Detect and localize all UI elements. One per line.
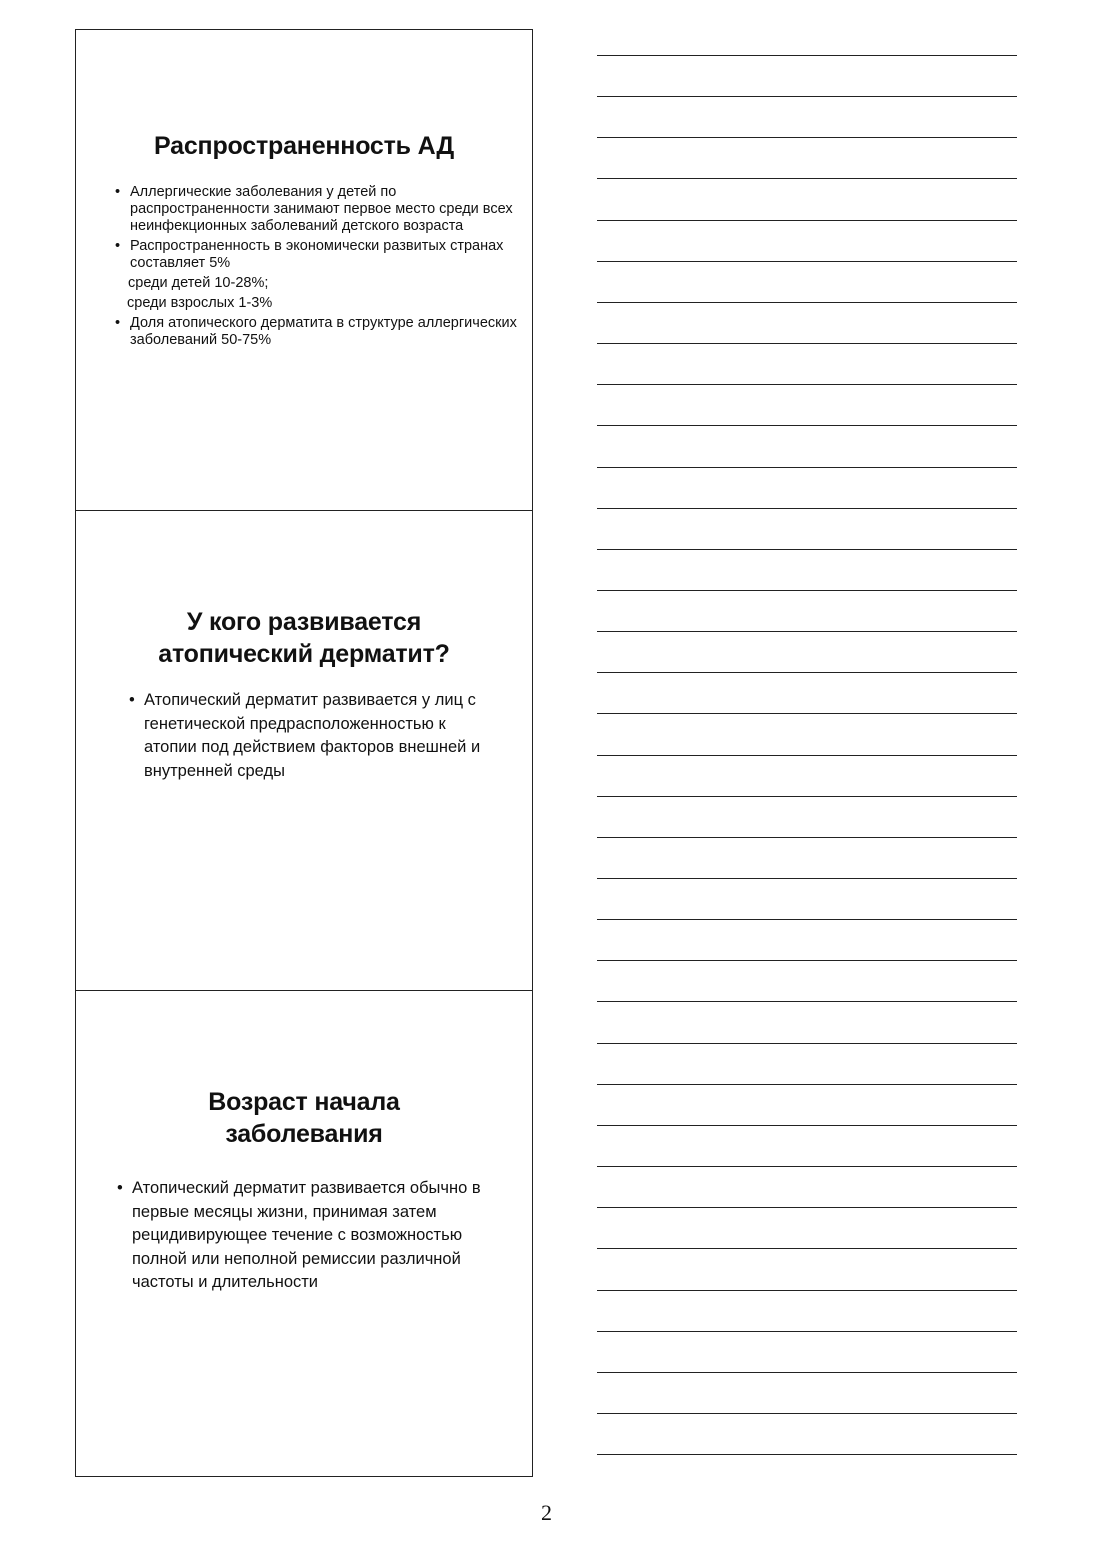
note-line	[597, 1125, 1017, 1126]
bullet-item: • Атопический дерматит развивается у лиц с генетической предрасположенностью к атопии под действием факторов внешней и внутренней среды	[126, 689, 486, 783]
note-line	[597, 672, 1017, 673]
note-line	[597, 1290, 1017, 1291]
note-line	[597, 1043, 1017, 1044]
slide-2	[76, 510, 532, 990]
slide-title-line: атопический дерматит?	[158, 640, 450, 668]
note-line	[597, 1331, 1017, 1332]
note-line	[597, 590, 1017, 591]
slide-title-line: заболевания	[225, 1120, 383, 1148]
note-line	[597, 137, 1017, 138]
slide-1	[76, 30, 532, 510]
note-line	[597, 1413, 1017, 1414]
note-line	[597, 755, 1017, 756]
slide-title: Распространенность АД	[154, 132, 454, 160]
slide-title-line: У кого развивается	[186, 608, 422, 636]
note-line	[597, 425, 1017, 426]
bullet-continuation: среди детей 10-28%;	[128, 275, 269, 291]
slide-title	[76, 606, 532, 670]
note-line	[597, 220, 1017, 221]
note-line	[597, 302, 1017, 303]
note-line	[597, 343, 1017, 344]
bullet-item: • Доля атопического дерматита в структуре аллергических заболеваний 50-75%	[112, 315, 527, 349]
note-line	[597, 1166, 1017, 1167]
bullet-item: • Атопический дерматит развивается обычно в первые месяцы жизни, принимая затем рецидивирующее течение с возможностью полной или неполной ремиссии различной частоты и длительности	[114, 1177, 504, 1295]
note-line	[597, 178, 1017, 179]
note-line	[597, 631, 1017, 632]
note-line	[597, 508, 1017, 509]
note-line	[597, 261, 1017, 262]
note-line	[597, 1084, 1017, 1085]
bullet-list	[114, 1177, 504, 1295]
slides-frame	[75, 29, 533, 1477]
note-line	[597, 878, 1017, 879]
bullet-item: • Аллергические заболевания у детей по распространенности занимают первое место среди всех неинфекционных заболеваний детского возраста	[112, 184, 527, 235]
note-line	[597, 1372, 1017, 1373]
note-line	[597, 1248, 1017, 1249]
note-line	[597, 713, 1017, 714]
note-line	[597, 96, 1017, 97]
bullet-list	[112, 184, 527, 349]
notes-lines	[597, 0, 1017, 1500]
note-line	[597, 796, 1017, 797]
slide-title-line: Возраст начала	[208, 1088, 400, 1116]
note-line	[597, 1001, 1017, 1002]
note-line	[597, 1454, 1017, 1455]
note-line	[597, 549, 1017, 550]
note-line	[597, 384, 1017, 385]
note-line	[597, 919, 1017, 920]
bullet-list	[126, 689, 486, 783]
bullet-item: • Распространенность в экономически развитых странах составляет 5%	[112, 238, 527, 272]
page-number: 2	[541, 1500, 552, 1525]
note-line	[597, 837, 1017, 838]
bullet-continuation: среди взрослых 1-3%	[127, 295, 273, 311]
note-line	[597, 467, 1017, 468]
slide-title	[76, 1086, 532, 1150]
note-line	[597, 960, 1017, 961]
note-line	[597, 55, 1017, 56]
slide-3	[76, 990, 532, 1478]
note-line	[597, 1207, 1017, 1208]
